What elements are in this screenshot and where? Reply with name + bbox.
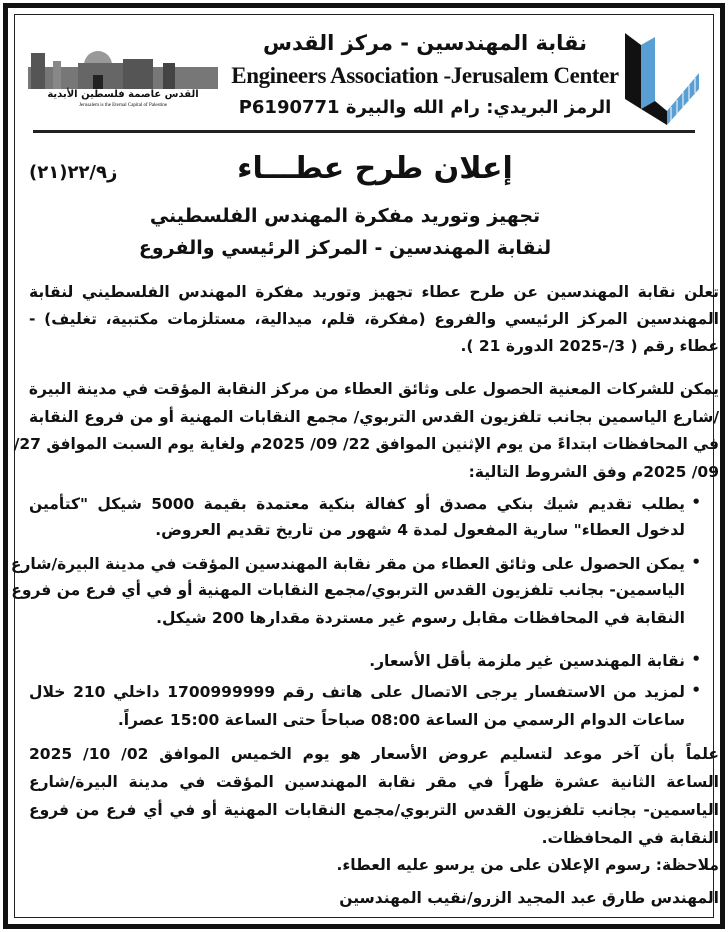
body-line: /شارع الياسمين بجانب تلفزيون القدس التربوي/ مجمع النقابات المهنية أو من فروع النقابة xyxy=(29,408,719,426)
bullet-line: يطلب تقديم شيك بنكي مصدق أو كفالة بنكية معتمدة بقيمة 5000 شيكل "كتأمين xyxy=(29,495,685,513)
body-line: يمكن للشركات المعنية الحصول على وثائق العطاء من مركز النقابة المؤقت في مدينة البيرة xyxy=(28,380,719,398)
body-line: علماً بأن آخر موعد لتسليم عروض الأسعار هو يوم الخميس الموافق 02/ 10/ 2025 xyxy=(29,745,720,763)
body-line: النقابة في المحافظات. xyxy=(541,829,719,847)
bullet-icon: • xyxy=(691,493,701,511)
subtitle: لنقابة المهندسين - المركز الرئيسي والفروع xyxy=(138,237,552,259)
engineers-association-logo xyxy=(621,29,703,129)
bullet-line: ساعات الدوام الرسمي من الساعة 08:00 صباحاً حتى الساعة 15:00 عصراً. xyxy=(117,711,685,729)
bullet-line: نقابة المهندسين غير ملزمة بأقل الأسعار. xyxy=(369,652,685,670)
body-line: تعلن نقابة المهندسين عن طرح عطاء تجهيز وتوريد مفكرة المهندس الفلسطيني لنقابة xyxy=(29,283,719,301)
page-title: إعلان طرح عطـــاء xyxy=(237,151,513,186)
ad-inner-frame xyxy=(10,14,720,918)
org-name-ar: نقابة المهندسين - مركز القدس xyxy=(263,31,587,55)
jerusalem-caption-ar: القدس عاصمة فلسطين الأبدية xyxy=(47,89,199,100)
signature: المهندس طارق عبد المجيد الزرو/نقيب المهندسين xyxy=(339,889,719,907)
org-name-en: Engineers Association -Jerusalem Center xyxy=(231,63,619,88)
body-line: عطاء رقم ( 3/-2025 الدورة 21 ). xyxy=(460,337,719,355)
ad-frame xyxy=(3,3,725,929)
bullet-icon: • xyxy=(691,553,701,571)
bullet-icon: • xyxy=(691,650,701,668)
bullet-line: يمكن الحصول على وثائق العطاء من مقر نقابة المهندسين المؤقت في مدينة البيرة/شارع xyxy=(10,555,685,573)
bullet-line: النقابة في المحافظات مقابل رسوم غير مستردة مقدارها 200 شيكل. xyxy=(156,609,685,627)
body-line: في المحافظات ابتداءً من يوم الإثنين الموافق 22/ 09/ 2025م ولغاية يوم السبت الموافق 27/ xyxy=(13,435,719,453)
body-line: الساعة الثانية عشرة ظهراً في مقر نقابة المهندسين المؤقت في مدينة البيرة/شارع xyxy=(29,773,719,791)
header-divider xyxy=(33,130,695,133)
bullet-line: لمزيد من الاستفسار يرجى الاتصال على هاتف رقم 1700999999 داخلي 210 خلال xyxy=(29,683,685,701)
reference-number: ز٢٢/٩(٢١) xyxy=(29,162,118,183)
body-line: المهندسين المركز الرئيسي والفروع (مفكرة، قلم، ميدالية، مستلزمات مكتبية، تغليف) - xyxy=(29,310,719,328)
body-line: 09/ 2025م وفق الشروط التالية: xyxy=(468,463,719,481)
note: ملاحظة: رسوم الإعلان على من يرسو عليه العطاء. xyxy=(336,856,719,874)
letterhead xyxy=(15,15,713,135)
postal-code: الرمز البريدي: رام الله والبيرة P6190771 xyxy=(238,97,612,118)
body-line: الياسمين- بجانب تلفزيون القدس التربوي/مجمع النقابات المهنية أو في أي فرع من فروع xyxy=(29,801,719,819)
bullet-line: الياسمين- بجانب تلفزيون القدس التربوي/مجمع النقابات المهنية أو في أي فرع من فروع xyxy=(11,581,685,599)
bullet-line: لدخول العطاء" سارية المفعول لمدة 4 شهور من تاريخ تقديم العروض. xyxy=(155,521,685,539)
subtitle: تجهيز وتوريد مفكرة المهندس الفلسطيني xyxy=(149,205,541,227)
bullet-icon: • xyxy=(691,681,701,699)
jerusalem-caption-en: Jerusalem is the Eternal Capital of Palestine xyxy=(78,103,168,108)
